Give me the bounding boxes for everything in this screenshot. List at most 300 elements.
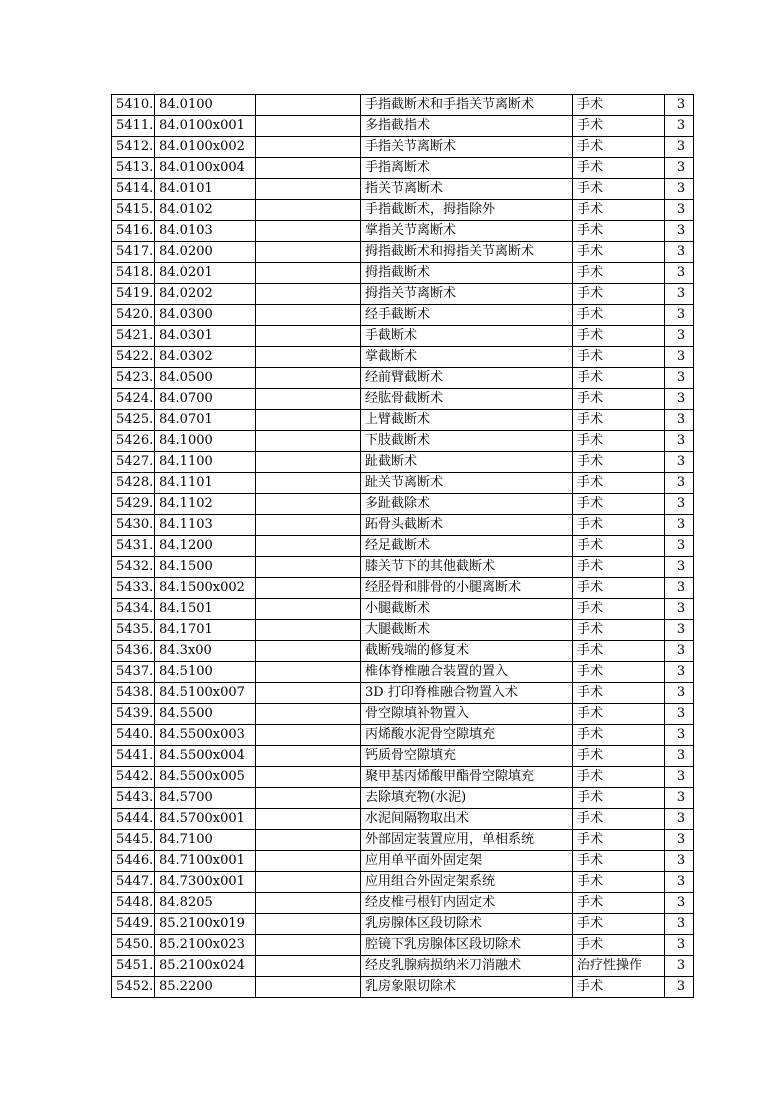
level-cell: 3 [665,431,694,452]
procedure-name-cell: 经前臂截断术 [361,368,573,389]
procedure-code-cell: 84.0201 [155,263,256,284]
level-cell: 3 [665,368,694,389]
procedure-name-cell: 经肱骨截断术 [361,389,573,410]
blank-cell [256,914,361,935]
row-number-cell: 5451. [112,956,155,977]
procedure-name-cell: 多趾截除术 [361,494,573,515]
procedure-name-cell: 应用单平面外固定架 [361,851,573,872]
procedure-name-cell: 拇指截断术和拇指关节离断术 [361,242,573,263]
procedure-name-cell: 多指截指术 [361,116,573,137]
procedure-code-cell: 84.8205 [155,893,256,914]
blank-cell [256,956,361,977]
row-number-cell: 5431. [112,536,155,557]
table-row [112,137,694,158]
row-number-cell: 5437. [112,662,155,683]
table-row [112,704,694,725]
procedure-type-cell: 手术 [573,200,665,221]
procedure-type-cell: 手术 [573,893,665,914]
procedure-type-cell: 手术 [573,263,665,284]
procedure-code-cell: 84.0701 [155,410,256,431]
procedure-name-cell: 手指截断术和手指关节离断术 [361,95,573,116]
row-number-cell: 5440. [112,725,155,746]
blank-cell [256,368,361,389]
procedure-code-cell: 84.1101 [155,473,256,494]
table-row [112,452,694,473]
procedure-code-cell: 84.1701 [155,620,256,641]
procedure-type-cell: 手术 [573,578,665,599]
table-row [112,956,694,977]
table-row [112,641,694,662]
level-cell: 3 [665,830,694,851]
blank-cell [256,578,361,599]
procedure-code-cell: 84.5100 [155,662,256,683]
procedure-name-cell: 椎体脊椎融合装置的置入 [361,662,573,683]
procedure-code-cell: 85.2100x023 [155,935,256,956]
table-row [112,410,694,431]
table-row [112,515,694,536]
table-row [112,893,694,914]
blank-cell [256,305,361,326]
blank-cell [256,809,361,830]
procedure-name-cell: 下肢截断术 [361,431,573,452]
table-row [112,977,694,998]
table-row [112,473,694,494]
blank-cell [256,95,361,116]
level-cell: 3 [665,452,694,473]
procedure-code-table [111,94,694,998]
table-row [112,116,694,137]
procedure-name-cell: 乳房腺体区段切除术 [361,914,573,935]
procedure-type-cell: 手术 [573,557,665,578]
procedure-code-cell: 84.5500x004 [155,746,256,767]
procedure-name-cell: 经皮椎弓根钉内固定术 [361,893,573,914]
procedure-type-cell: 手术 [573,809,665,830]
procedure-type-cell: 手术 [573,746,665,767]
procedure-type-cell: 手术 [573,662,665,683]
procedure-code-cell: 84.7300x001 [155,872,256,893]
level-cell: 3 [665,872,694,893]
table-row [112,242,694,263]
procedure-type-cell: 手术 [573,494,665,515]
row-number-cell: 5420. [112,305,155,326]
procedure-name-cell: 趾截断术 [361,452,573,473]
row-number-cell: 5452. [112,977,155,998]
level-cell: 3 [665,893,694,914]
procedure-type-cell: 手术 [573,830,665,851]
procedure-code-cell: 84.0500 [155,368,256,389]
row-number-cell: 5444. [112,809,155,830]
table-row [112,347,694,368]
blank-cell [256,977,361,998]
procedure-type-cell: 手术 [573,116,665,137]
procedure-name-cell: 手指关节离断术 [361,137,573,158]
blank-cell [256,935,361,956]
procedure-name-cell: 大腿截断术 [361,620,573,641]
procedure-type-cell: 治疗性操作 [573,956,665,977]
table-row [112,158,694,179]
row-number-cell: 5423. [112,368,155,389]
blank-cell [256,599,361,620]
blank-cell [256,767,361,788]
procedure-type-cell: 手术 [573,704,665,725]
blank-cell [256,473,361,494]
procedure-type-cell: 手术 [573,473,665,494]
table-row [112,788,694,809]
procedure-code-cell: 84.1200 [155,536,256,557]
procedure-name-cell: 掌截断术 [361,347,573,368]
level-cell: 3 [665,137,694,158]
row-number-cell: 5447. [112,872,155,893]
blank-cell [256,221,361,242]
blank-cell [256,116,361,137]
procedure-code-cell: 84.5100x007 [155,683,256,704]
table-row [112,221,694,242]
procedure-type-cell: 手术 [573,431,665,452]
level-cell: 3 [665,326,694,347]
level-cell: 3 [665,305,694,326]
procedure-code-cell: 84.5500x003 [155,725,256,746]
blank-cell [256,641,361,662]
row-number-cell: 5448. [112,893,155,914]
procedure-name-cell: 趾关节离断术 [361,473,573,494]
level-cell: 3 [665,557,694,578]
row-number-cell: 5424. [112,389,155,410]
row-number-cell: 5411. [112,116,155,137]
procedure-type-cell: 手术 [573,95,665,116]
row-number-cell: 5446. [112,851,155,872]
table-row [112,599,694,620]
level-cell: 3 [665,851,694,872]
blank-cell [256,494,361,515]
procedure-name-cell: 去除填充物(水泥) [361,788,573,809]
level-cell: 3 [665,767,694,788]
table-row [112,851,694,872]
blank-cell [256,620,361,641]
level-cell: 3 [665,347,694,368]
table-row [112,557,694,578]
blank-cell [256,662,361,683]
procedure-code-cell: 85.2100x019 [155,914,256,935]
table-row [112,935,694,956]
table-row [112,95,694,116]
level-cell: 3 [665,515,694,536]
procedure-code-cell: 85.2200 [155,977,256,998]
level-cell: 3 [665,179,694,200]
level-cell: 3 [665,641,694,662]
table-row [112,683,694,704]
procedure-name-cell: 手指离断术 [361,158,573,179]
procedure-code-cell: 84.5500x005 [155,767,256,788]
procedure-code-cell: 84.1500 [155,557,256,578]
procedure-code-cell: 84.0302 [155,347,256,368]
table-row [112,284,694,305]
blank-cell [256,704,361,725]
table-row [112,809,694,830]
blank-cell [256,284,361,305]
blank-cell [256,326,361,347]
blank-cell [256,263,361,284]
row-number-cell: 5433. [112,578,155,599]
level-cell: 3 [665,620,694,641]
procedure-code-cell: 84.0100 [155,95,256,116]
table-row [112,620,694,641]
table-row [112,305,694,326]
level-cell: 3 [665,473,694,494]
procedure-name-cell: 手指截断术，拇指除外 [361,200,573,221]
blank-cell [256,788,361,809]
blank-cell [256,158,361,179]
procedure-name-cell: 拇指截断术 [361,263,573,284]
row-number-cell: 5414. [112,179,155,200]
procedure-code-cell: 84.7100 [155,830,256,851]
level-cell: 3 [665,284,694,305]
level-cell: 3 [665,809,694,830]
procedure-type-cell: 手术 [573,599,665,620]
level-cell: 3 [665,200,694,221]
procedure-type-cell: 手术 [573,620,665,641]
procedure-name-cell: 小腿截断术 [361,599,573,620]
procedure-type-cell: 手术 [573,179,665,200]
procedure-type-cell: 手术 [573,851,665,872]
level-cell: 3 [665,935,694,956]
procedure-code-cell: 84.0300 [155,305,256,326]
table-row [112,326,694,347]
procedure-code-cell: 84.1000 [155,431,256,452]
blank-cell [256,431,361,452]
procedure-type-cell: 手术 [573,914,665,935]
blank-cell [256,410,361,431]
level-cell: 3 [665,116,694,137]
row-number-cell: 5417. [112,242,155,263]
procedure-type-cell: 手术 [573,935,665,956]
procedure-name-cell: 钙质骨空隙填充 [361,746,573,767]
procedure-name-cell: 经胫骨和腓骨的小腿离断术 [361,578,573,599]
level-cell: 3 [665,956,694,977]
procedure-name-cell: 聚甲基丙烯酸甲酯骨空隙填充 [361,767,573,788]
blank-cell [256,893,361,914]
table-row [112,263,694,284]
procedure-code-cell: 84.3x00 [155,641,256,662]
procedure-code-cell: 84.1100 [155,452,256,473]
procedure-type-cell: 手术 [573,725,665,746]
procedure-code-cell: 84.0200 [155,242,256,263]
level-cell: 3 [665,494,694,515]
blank-cell [256,851,361,872]
table-row [112,830,694,851]
procedure-name-cell: 上臂截断术 [361,410,573,431]
level-cell: 3 [665,221,694,242]
procedure-type-cell: 手术 [573,137,665,158]
procedure-code-cell: 84.1103 [155,515,256,536]
level-cell: 3 [665,704,694,725]
row-number-cell: 5449. [112,914,155,935]
level-cell: 3 [665,242,694,263]
row-number-cell: 5442. [112,767,155,788]
procedure-code-cell: 84.0100x004 [155,158,256,179]
row-number-cell: 5436. [112,641,155,662]
level-cell: 3 [665,536,694,557]
level-cell: 3 [665,263,694,284]
procedure-name-cell: 乳房象限切除术 [361,977,573,998]
procedure-type-cell: 手术 [573,767,665,788]
procedure-code-cell: 84.5700 [155,788,256,809]
level-cell: 3 [665,746,694,767]
level-cell: 3 [665,788,694,809]
table-row [112,389,694,410]
procedure-code-cell: 85.2100x024 [155,956,256,977]
blank-cell [256,872,361,893]
row-number-cell: 5438. [112,683,155,704]
level-cell: 3 [665,662,694,683]
level-cell: 3 [665,389,694,410]
procedure-type-cell: 手术 [573,347,665,368]
row-number-cell: 5422. [112,347,155,368]
row-number-cell: 5427. [112,452,155,473]
blank-cell [256,242,361,263]
procedure-name-cell: 截断残端的修复术 [361,641,573,662]
blank-cell [256,515,361,536]
procedure-name-cell: 腔镜下乳房腺体区段切除术 [361,935,573,956]
procedure-name-cell: 水泥间隔物取出术 [361,809,573,830]
procedure-type-cell: 手术 [573,536,665,557]
procedure-code-cell: 84.5700x001 [155,809,256,830]
procedure-code-cell: 84.1102 [155,494,256,515]
blank-cell [256,557,361,578]
row-number-cell: 5425. [112,410,155,431]
procedure-type-cell: 手术 [573,683,665,704]
blank-cell [256,347,361,368]
procedure-name-cell: 经手截断术 [361,305,573,326]
blank-cell [256,179,361,200]
row-number-cell: 5434. [112,599,155,620]
procedure-type-cell: 手术 [573,221,665,242]
table-row [112,872,694,893]
procedure-type-cell: 手术 [573,389,665,410]
procedure-type-cell: 手术 [573,368,665,389]
procedure-name-cell: 跖骨头截断术 [361,515,573,536]
blank-cell [256,725,361,746]
row-number-cell: 5439. [112,704,155,725]
blank-cell [256,389,361,410]
procedure-code-cell: 84.0100x002 [155,137,256,158]
procedure-type-cell: 手术 [573,452,665,473]
procedure-name-cell: 应用组合外固定架系统 [361,872,573,893]
level-cell: 3 [665,410,694,431]
procedure-name-cell: 3D 打印脊椎融合物置入术 [361,683,573,704]
procedure-name-cell: 外部固定装置应用，单相系统 [361,830,573,851]
procedure-type-cell: 手术 [573,410,665,431]
level-cell: 3 [665,578,694,599]
procedure-type-cell: 手术 [573,242,665,263]
row-number-cell: 5450. [112,935,155,956]
procedure-code-cell: 84.0102 [155,200,256,221]
level-cell: 3 [665,158,694,179]
procedure-type-cell: 手术 [573,158,665,179]
table-row [112,725,694,746]
procedure-code-cell: 84.0202 [155,284,256,305]
procedure-type-cell: 手术 [573,326,665,347]
table-row [112,578,694,599]
procedure-code-cell: 84.7100x001 [155,851,256,872]
procedure-type-cell: 手术 [573,977,665,998]
procedure-name-cell: 膝关节下的其他截断术 [361,557,573,578]
row-number-cell: 5418. [112,263,155,284]
procedure-type-cell: 手术 [573,305,665,326]
table-row [112,200,694,221]
procedure-name-cell: 骨空隙填补物置入 [361,704,573,725]
procedure-name-cell: 经皮乳腺病损纳米刀消融术 [361,956,573,977]
row-number-cell: 5426. [112,431,155,452]
procedure-code-cell: 84.0100x001 [155,116,256,137]
blank-cell [256,683,361,704]
table-body [112,95,694,998]
blank-cell [256,452,361,473]
table-row [112,746,694,767]
row-number-cell: 5416. [112,221,155,242]
row-number-cell: 5441. [112,746,155,767]
row-number-cell: 5428. [112,473,155,494]
table-row [112,914,694,935]
level-cell: 3 [665,977,694,998]
procedure-type-cell: 手术 [573,788,665,809]
table-row [112,179,694,200]
table-row [112,536,694,557]
procedure-type-cell: 手术 [573,515,665,536]
table-row [112,431,694,452]
row-number-cell: 5429. [112,494,155,515]
table-row [112,662,694,683]
procedure-code-cell: 84.5500 [155,704,256,725]
row-number-cell: 5410. [112,95,155,116]
row-number-cell: 5445. [112,830,155,851]
procedure-name-cell: 手截断术 [361,326,573,347]
row-number-cell: 5421. [112,326,155,347]
row-number-cell: 5415. [112,200,155,221]
procedure-code-cell: 84.1501 [155,599,256,620]
procedure-name-cell: 掌指关节离断术 [361,221,573,242]
procedure-name-cell: 拇指关节离断术 [361,284,573,305]
procedure-code-cell: 84.0700 [155,389,256,410]
table-row [112,767,694,788]
procedure-code-cell: 84.0301 [155,326,256,347]
level-cell: 3 [665,725,694,746]
level-cell: 3 [665,599,694,620]
procedure-type-cell: 手术 [573,641,665,662]
procedure-name-cell: 经足截断术 [361,536,573,557]
row-number-cell: 5412. [112,137,155,158]
row-number-cell: 5435. [112,620,155,641]
procedure-name-cell: 丙烯酸水泥骨空隙填充 [361,725,573,746]
procedure-type-cell: 手术 [573,872,665,893]
procedure-code-cell: 84.1500x002 [155,578,256,599]
row-number-cell: 5419. [112,284,155,305]
row-number-cell: 5413. [112,158,155,179]
level-cell: 3 [665,683,694,704]
level-cell: 3 [665,95,694,116]
blank-cell [256,830,361,851]
row-number-cell: 5430. [112,515,155,536]
table-row [112,368,694,389]
blank-cell [256,137,361,158]
procedure-type-cell: 手术 [573,284,665,305]
blank-cell [256,536,361,557]
procedure-code-cell: 84.0103 [155,221,256,242]
table-row [112,494,694,515]
procedure-code-cell: 84.0101 [155,179,256,200]
row-number-cell: 5443. [112,788,155,809]
row-number-cell: 5432. [112,557,155,578]
blank-cell [256,200,361,221]
